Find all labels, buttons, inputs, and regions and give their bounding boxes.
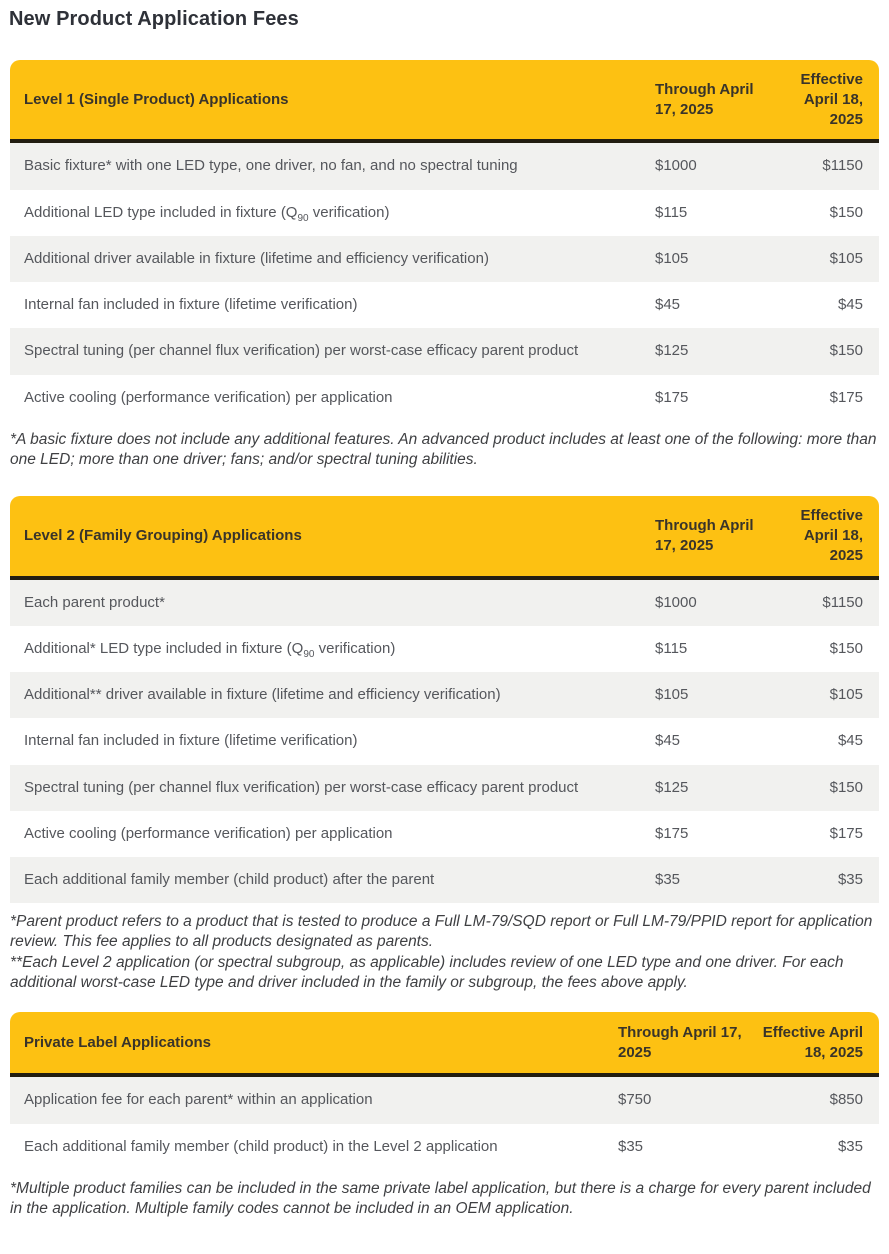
fee-through-value: $1000 (655, 593, 697, 611)
fee-through-value: $125 (655, 778, 689, 796)
fee-effective-value: $35 (837, 1137, 863, 1155)
fee-label: Additional driver available in fixture (lifetime and efficiency verification) (24, 249, 489, 267)
page-title: New Product Application Fees (9, 8, 299, 30)
fee-effective-value: $105 (829, 249, 863, 267)
table-row (10, 765, 879, 811)
fee-label: Each additional family member (child product) after the parent (24, 871, 435, 889)
table-row (10, 672, 879, 718)
level2-table-title: Level 2 (Family Grouping) Applications (10, 496, 641, 577)
private-label-footnote: *Multiple product families can be included in the same private label application, but there is a charge for every parent included in the application. Multiple family codes cannot be included in an OEM application. (10, 1179, 871, 1218)
table-row (10, 1075, 879, 1123)
fee-effective-value: $105 (829, 686, 863, 704)
level1-footnote: *A basic fixture does not include any additional features. An advanced product includes at least one of the following: more than one LED; more than one driver; fans; and/or spectral tuning abilities. (10, 430, 877, 469)
private-label-fees-table (10, 1012, 879, 1170)
fee-effective-value: $1150 (822, 157, 863, 175)
fee-through-value: $35 (618, 1137, 644, 1155)
fee-effective-value: $1150 (822, 593, 863, 611)
fee-label: Additional** driver available in fixture (lifetime and efficiency verification) (24, 686, 501, 704)
fee-label: Internal fan included in fixture (lifetime verification) (24, 732, 358, 750)
fee-effective-value: $35 (837, 871, 863, 889)
fee-label: Basic fixture* with one LED type, one driver, no fan, and no spectral tuning (24, 157, 518, 175)
table-row (10, 375, 879, 421)
table-header-row (10, 60, 879, 141)
column-header-effective: Effective April 18, 2025 (744, 1012, 879, 1076)
fee-through-value: $105 (655, 249, 689, 267)
fee-through-value: $105 (655, 686, 689, 704)
table-row (10, 282, 879, 328)
column-header-effective: Effective April 18, 2025 (754, 496, 879, 577)
fee-through-value: $35 (655, 871, 681, 889)
table-row (10, 328, 879, 374)
level1-fees-table (10, 60, 879, 421)
table-row (10, 718, 879, 764)
fee-label: Application fee for each parent* within an application (24, 1091, 373, 1109)
column-header-effective: Effective April 18, 2025 (754, 60, 879, 141)
fee-label: Active cooling (performance verification) per application (24, 824, 393, 842)
fee-effective-value: $150 (829, 778, 863, 796)
fee-effective-value: $175 (829, 824, 863, 842)
column-header-through: Through April 17, 2025 (641, 496, 754, 577)
fee-label: Additional LED type included in fixture ($Q_{90}$ verification) (24, 203, 390, 224)
level1-table-title: Level 1 (Single Product) Applications (10, 60, 641, 141)
fee-through-value: $115 (655, 639, 688, 657)
subscript-90: 90 (303, 648, 315, 660)
fee-label: Each additional family member (child product) in the Level 2 application (24, 1137, 498, 1155)
fee-effective-value: $150 (829, 639, 863, 657)
fee-effective-value: $150 (829, 203, 863, 221)
column-header-through: Through April 17, 2025 (604, 1012, 744, 1076)
fee-through-value: $125 (655, 342, 689, 360)
table-header-row (10, 1012, 879, 1076)
table-row (10, 236, 879, 282)
fee-through-value: $175 (655, 388, 689, 406)
table-row (10, 857, 879, 903)
fee-through-value: $45 (655, 732, 681, 750)
fee-effective-value: $850 (829, 1091, 863, 1109)
fee-through-value: $115 (655, 203, 688, 221)
table-row (10, 626, 879, 672)
table-row (10, 578, 879, 626)
fee-label: Spectral tuning (per channel flux verification) per worst-case efficacy parent product (24, 778, 579, 796)
fee-through-value: $175 (655, 824, 689, 842)
fee-label: Internal fan included in fixture (lifetime verification) (24, 296, 358, 314)
fee-label: Each parent product* (24, 593, 165, 611)
table-row (10, 1124, 879, 1170)
fee-effective-value: $175 (829, 388, 863, 406)
level2-footnote-application: **Each Level 2 application (or spectral subgroup, as applicable) includes review of one LED type and one driver. For each additional worst-case LED type and driver included in the family or subgroup, the fees above apply. (10, 953, 844, 991)
level2-fees-table (10, 496, 879, 903)
fee-through-value: $45 (655, 296, 681, 314)
column-header-through: Through April 17, 2025 (641, 60, 754, 141)
table-header-row (10, 496, 879, 577)
fee-label: Spectral tuning (per channel flux verification) per worst-case efficacy parent product (24, 342, 579, 360)
table-row (10, 141, 879, 189)
table-row (10, 190, 879, 236)
fee-through-value: $750 (618, 1091, 652, 1109)
fee-label: Additional* LED type included in fixture ($Q_{90}$ verification) (24, 639, 396, 660)
private-label-table-title: Private Label Applications (10, 1012, 604, 1076)
fee-effective-value: $150 (829, 342, 863, 360)
table-row (10, 811, 879, 857)
fee-effective-value: $45 (837, 732, 863, 750)
fee-effective-value: $45 (837, 296, 863, 314)
subscript-90: 90 (297, 212, 309, 224)
fee-through-value: $1000 (655, 157, 697, 175)
fee-label: Active cooling (performance verification) per application (24, 388, 393, 406)
level2-footnote-parent: *Parent product refers to a product that is tested to produce a Full LM-79/SQD report or Full LM-79/PPID report for application review. This fee applies to all products designated as parents. (10, 913, 873, 951)
